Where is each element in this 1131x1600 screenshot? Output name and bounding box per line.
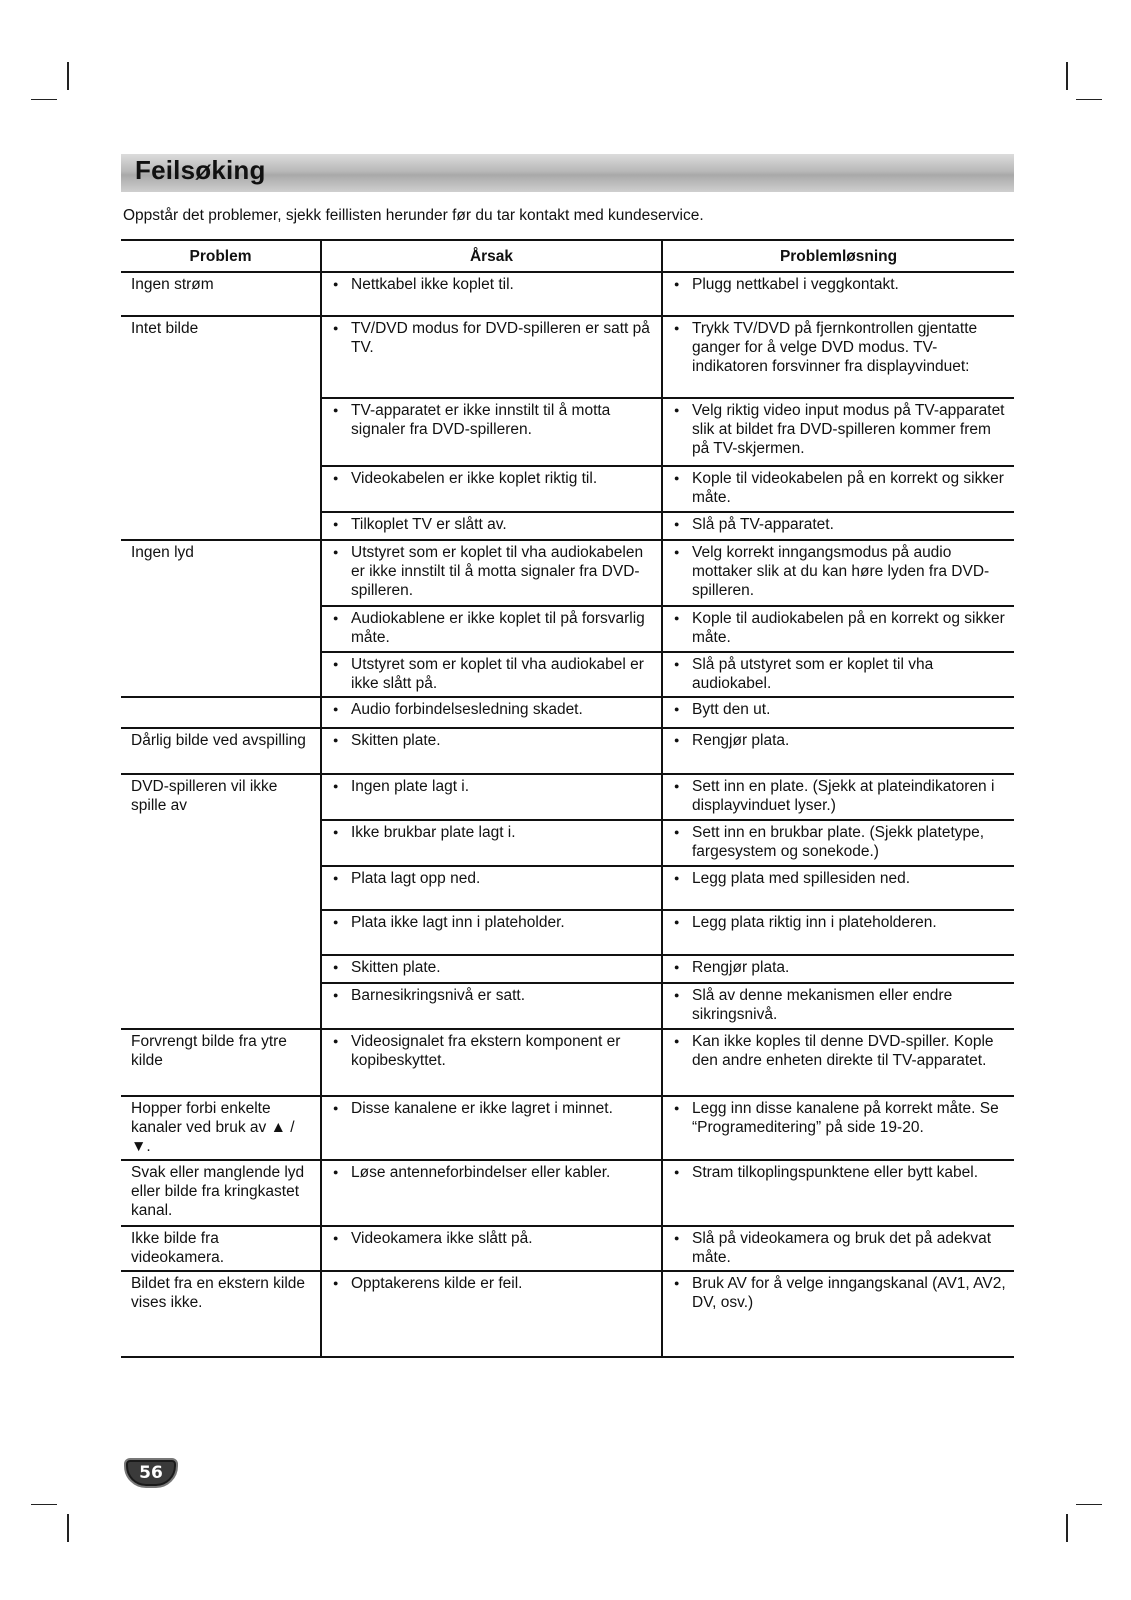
solution-cell <box>662 316 1014 398</box>
table-row <box>121 983 1014 1029</box>
table-row <box>121 606 1014 652</box>
solution-cell <box>662 1226 1014 1271</box>
solution-text: Slå på videokamera og bruk det på adekvat måte. <box>692 1230 991 1266</box>
bullet-icon <box>332 1099 351 1120</box>
solution-text: Bruk AV for å velge inngangskanal (AV1, AV2, DV, osv.) <box>692 1275 1006 1311</box>
problem-cell <box>121 820 321 866</box>
cause-cell <box>321 955 662 983</box>
cause-text: Plata lagt opp ned. <box>351 870 481 887</box>
bullet-icon <box>673 1032 692 1070</box>
bullet-icon <box>332 1163 351 1184</box>
solution-text: Kople til audiokabelen på en korrekt og sikker måte. <box>692 610 1005 646</box>
crop-mark <box>1066 62 1068 90</box>
cause-text: Utstyret som er koplet til vha audiokabel er ikke slått på. <box>351 656 644 692</box>
bullet-icon <box>332 543 351 600</box>
solution-cell <box>662 466 1014 512</box>
solution-text: Legg plata med spillesiden ned. <box>692 870 911 887</box>
solution-text: Plugg nettkabel i veggkontakt. <box>692 276 899 293</box>
cause-text: Plata ikke lagt inn i plateholder. <box>351 914 565 931</box>
problem-cell: Svak eller manglende lyd eller bilde fra kringkastet kanal. <box>121 1160 321 1226</box>
bullet-icon <box>332 986 351 1007</box>
solution-cell <box>662 540 1014 606</box>
solution-text: Kople til videokabelen på en korrekt og sikker måte. <box>692 470 1004 506</box>
cause-cell <box>321 910 662 955</box>
table-row <box>121 774 1014 820</box>
bullet-icon <box>673 913 692 934</box>
table-row <box>121 398 1014 466</box>
solution-text: Trykk TV/DVD på fjernkontrollen gjentatte ganger for å velge DVD modus. TV-indikatoren forsvinner fra displayvinduet: <box>692 320 978 375</box>
cause-text: Audiokablene er ikke koplet til på forsvarlig måte. <box>351 610 645 646</box>
problem-cell: Dårlig bilde ved avspilling <box>121 728 321 774</box>
solution-cell <box>662 866 1014 910</box>
table-header-row <box>121 240 1014 272</box>
solution-text: Velg riktig video input modus på TV-apparatet slik at bildet fra DVD-spilleren kommer frem på TV-skjermen. <box>692 402 1005 457</box>
solution-text: Stram tilkoplingspunktene eller bytt kabel. <box>692 1164 979 1181</box>
cause-text: TV/DVD modus for DVD-spilleren er satt på TV. <box>351 320 650 356</box>
solution-cell <box>662 910 1014 955</box>
table-row <box>121 820 1014 866</box>
solution-cell <box>662 820 1014 866</box>
cause-cell <box>321 1160 662 1226</box>
solution-cell <box>662 606 1014 652</box>
cause-text: Løse antenneforbindelser eller kabler. <box>351 1164 611 1181</box>
crop-mark <box>31 1504 57 1505</box>
problem-cell <box>121 398 321 466</box>
problem-cell <box>121 955 321 983</box>
crop-mark <box>67 62 69 90</box>
solution-cell <box>662 398 1014 466</box>
table-row <box>121 910 1014 955</box>
cause-text: TV-apparatet er ikke innstilt til å motta signaler fra DVD-spilleren. <box>351 402 611 438</box>
solution-text: Sett inn en brukbar plate. (Sjekk platetype, fargesystem og sonekode.) <box>692 824 985 860</box>
table-row <box>121 1271 1014 1357</box>
solution-text: Slå på TV-apparatet. <box>692 516 834 533</box>
problem-cell <box>121 910 321 955</box>
bullet-icon <box>673 469 692 507</box>
cause-cell <box>321 316 662 398</box>
solution-cell <box>662 652 1014 697</box>
solution-text: Sett inn en plate. (Sjekk at plateindikatoren i displayvinduet lyser.) <box>692 778 995 814</box>
bullet-icon <box>673 1163 692 1184</box>
table-row <box>121 697 1014 728</box>
cause-text: Opptakerens kilde er feil. <box>351 1275 523 1292</box>
problem-cell <box>121 866 321 910</box>
cause-text: Skitten plate. <box>351 732 441 749</box>
cause-cell <box>321 512 662 540</box>
bullet-icon <box>673 319 692 376</box>
bullet-icon <box>332 401 351 439</box>
crop-mark <box>67 1514 69 1542</box>
bullet-icon <box>673 1229 692 1267</box>
cause-cell <box>321 866 662 910</box>
problem-cell: Ingen strøm <box>121 272 321 316</box>
cause-cell <box>321 466 662 512</box>
bullet-icon <box>332 469 351 490</box>
crop-mark <box>1076 99 1102 100</box>
bullet-icon <box>673 401 692 458</box>
solution-cell <box>662 955 1014 983</box>
cause-cell <box>321 540 662 606</box>
cause-cell <box>321 1271 662 1357</box>
bullet-icon <box>332 1274 351 1295</box>
solution-text: Kan ikke koples til denne DVD-spiller. Kople den andre enheten direkte til TV-apparatet. <box>692 1033 994 1069</box>
cause-text: Audio forbindelsesledning skadet. <box>351 701 583 718</box>
bullet-icon <box>673 515 692 536</box>
bullet-icon <box>332 609 351 647</box>
crop-mark <box>1066 1514 1068 1542</box>
problem-cell: Ingen lyd <box>131 544 194 561</box>
bullet-icon <box>673 655 692 693</box>
solution-cell <box>662 1160 1014 1226</box>
bullet-icon <box>332 913 351 934</box>
table-row <box>121 316 1014 398</box>
problem-cell <box>121 697 321 728</box>
cause-text: Disse kanalene er ikke lagret i minnet. <box>351 1100 613 1117</box>
problem-cell <box>121 606 321 652</box>
bullet-icon <box>332 319 351 357</box>
cause-cell <box>321 728 662 774</box>
bullet-icon <box>332 731 351 752</box>
cause-text: Utstyret som er koplet til vha audiokabelen er ikke innstilt til å motta signaler fra DVD-spilleren. <box>351 544 644 599</box>
solution-text: Legg inn disse kanalene på korrekt måte. Se “Programeditering” på side 19-20. <box>692 1100 999 1136</box>
bullet-icon <box>673 700 692 721</box>
problem-cell <box>121 466 321 512</box>
table-row <box>121 728 1014 774</box>
cause-cell <box>321 774 662 820</box>
cause-cell <box>321 820 662 866</box>
problem-cell: Hopper forbi enkelte kanaler ved bruk av ▲ / ▼. <box>121 1096 321 1160</box>
cause-text: Ikke brukbar plate lagt i. <box>351 824 516 841</box>
troubleshooting-table <box>121 239 1014 1358</box>
solution-text: Slå på utstyret som er koplet til vha audiokabel. <box>692 656 934 692</box>
table-row <box>121 652 1014 697</box>
solution-cell <box>662 1096 1014 1160</box>
cause-cell <box>321 272 662 316</box>
solution-cell <box>662 728 1014 774</box>
table-row <box>121 955 1014 983</box>
bullet-icon <box>332 869 351 890</box>
problem-cell: DVD-spilleren vil ikke spille av <box>131 778 278 814</box>
solution-text: Rengjør plata. <box>692 959 790 976</box>
crop-mark <box>1076 1504 1102 1505</box>
table-row <box>121 1226 1014 1271</box>
cause-cell <box>321 398 662 466</box>
bullet-icon <box>673 777 692 815</box>
column-header-problem: Problem <box>121 240 321 272</box>
problem-cell: Bildet fra en ekstern kilde vises ikke. <box>121 1271 321 1357</box>
bullet-icon <box>673 869 692 890</box>
cause-text: Videokamera ikke slått på. <box>351 1230 533 1247</box>
bullet-icon <box>332 823 351 844</box>
page-title: Feilsøking <box>135 155 266 185</box>
solution-text: Rengjør plata. <box>692 732 790 749</box>
table-row <box>121 512 1014 540</box>
table-row <box>121 866 1014 910</box>
cause-text: Videokabelen er ikke koplet riktig til. <box>351 470 598 487</box>
bullet-icon <box>673 958 692 979</box>
crop-mark <box>31 99 57 100</box>
page-number: 56 <box>139 1463 163 1483</box>
solution-text: Velg korrekt inngangsmodus på audio mottaker slik at du kan høre lyden fra DVD-spilleren. <box>692 544 990 599</box>
table-row <box>121 466 1014 512</box>
bullet-icon <box>332 1032 351 1070</box>
bullet-icon <box>332 275 351 296</box>
table-row <box>121 272 1014 316</box>
solution-text: Legg plata riktig inn i plateholderen. <box>692 914 937 931</box>
column-header-cause: Årsak <box>321 240 662 272</box>
bullet-icon <box>673 731 692 752</box>
bullet-icon <box>673 986 692 1024</box>
problem-cell: Forvrengt bilde fra ytre kilde <box>121 1029 321 1096</box>
cause-text: Nettkabel ikke koplet til. <box>351 276 514 293</box>
bullet-icon <box>332 700 351 721</box>
cause-text: Videosignalet fra ekstern komponent er kopibeskyttet. <box>351 1033 621 1069</box>
bullet-icon <box>673 1099 692 1137</box>
bullet-icon <box>673 275 692 296</box>
cause-text: Tilkoplet TV er slått av. <box>351 516 507 533</box>
table-row <box>121 1160 1014 1226</box>
cause-cell <box>321 1226 662 1271</box>
bullet-icon <box>673 609 692 647</box>
solution-text: Slå av denne mekanismen eller endre sikringsnivå. <box>692 987 953 1023</box>
bullet-icon <box>332 515 351 536</box>
cause-cell <box>321 983 662 1029</box>
bullet-icon <box>332 655 351 693</box>
table-row <box>121 540 1014 606</box>
solution-cell <box>662 983 1014 1029</box>
bullet-icon <box>673 1274 692 1312</box>
problem-cell <box>121 512 321 540</box>
cause-cell <box>321 606 662 652</box>
solution-cell <box>662 774 1014 820</box>
section-header <box>121 154 1014 192</box>
solution-cell <box>662 697 1014 728</box>
cause-cell <box>321 652 662 697</box>
bullet-icon <box>673 543 692 600</box>
bullet-icon <box>332 777 351 798</box>
cause-cell <box>321 1029 662 1096</box>
solution-cell <box>662 1029 1014 1096</box>
table-row <box>121 1029 1014 1096</box>
problem-cell: Ikke bilde fra videokamera. <box>121 1226 321 1271</box>
cause-cell <box>321 1096 662 1160</box>
cause-text: Skitten plate. <box>351 959 441 976</box>
bullet-icon <box>332 1229 351 1250</box>
bullet-icon <box>673 823 692 861</box>
solution-text: Bytt den ut. <box>692 701 771 718</box>
cause-cell <box>321 697 662 728</box>
intro-text: Oppstår det problemer, sjekk feillisten herunder før du tar kontakt med kundeservice. <box>123 207 704 224</box>
solution-cell <box>662 272 1014 316</box>
problem-cell <box>121 652 321 697</box>
solution-cell <box>662 1271 1014 1357</box>
column-header-solution: Problemløsning <box>662 240 1014 272</box>
solution-cell <box>662 512 1014 540</box>
page-number-badge <box>124 1458 178 1488</box>
cause-text: Ingen plate lagt i. <box>351 778 470 795</box>
problem-cell <box>121 983 321 1029</box>
problem-cell: Intet bilde <box>131 320 199 337</box>
bullet-icon <box>332 958 351 979</box>
cause-text: Barnesikringsnivå er satt. <box>351 987 526 1004</box>
table-row <box>121 1096 1014 1160</box>
